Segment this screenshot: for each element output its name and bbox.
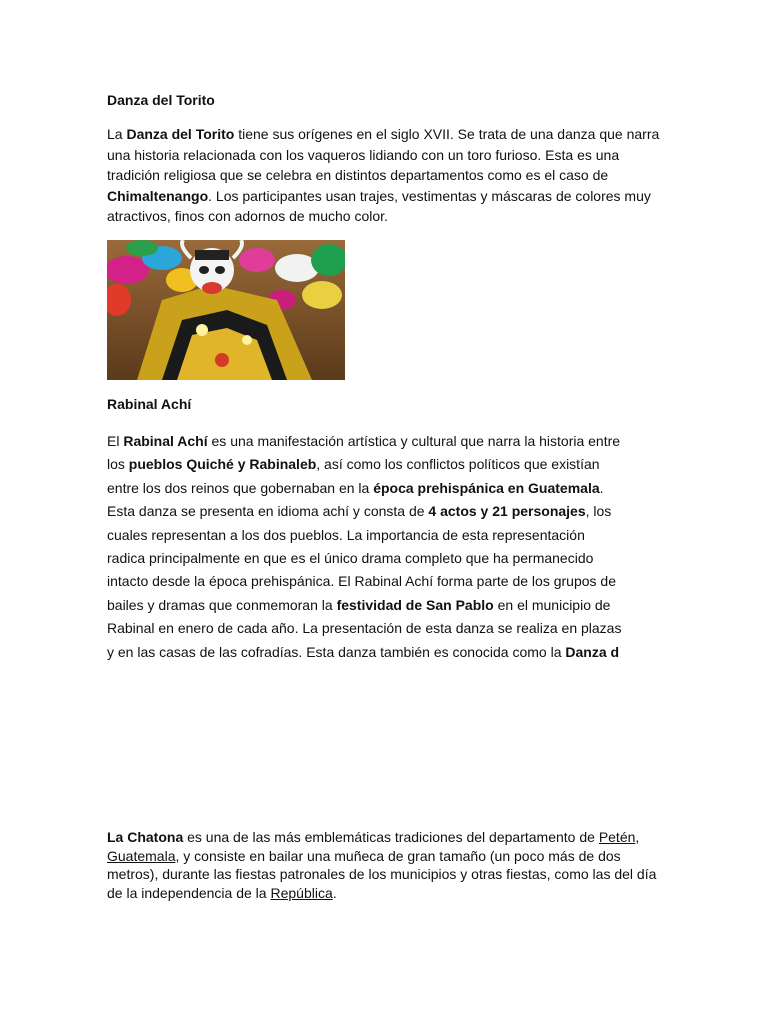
text-span: , y consiste en bailar una muñeca de gran tamaño (un poco más de dos metros), durante las fiestas patronales de los municipios y otras fiestas, como las del día de la independencia de la: [107, 847, 657, 901]
text-line: [107, 500, 667, 523]
text-span: es una manifestación artística y cultural que narra la historia entre: [207, 433, 621, 449]
text-line: [107, 430, 667, 453]
heading-danza-del-torito: Danza del Torito: [107, 92, 215, 108]
text-span: La: [107, 126, 127, 142]
link-peten[interactable]: Petén: [598, 829, 636, 845]
bold-actos: 4 actos y 21 personajes: [428, 503, 586, 520]
text-span: bailes y dramas que conmemoran la: [107, 596, 337, 613]
text-line: [107, 641, 667, 664]
text-line: [107, 477, 667, 500]
text-line: Rabinal en enero de cada año. La presentación de esta danza se realiza en plazas: [107, 620, 622, 637]
text-span: entre los dos reinos que gobernaban en la: [107, 479, 374, 496]
text-line: [107, 594, 667, 617]
bold-chimaltenango: Chimaltenango: [107, 187, 209, 204]
text-span: y en las casas de las cofradías. Esta danza también es conocida como la: [107, 643, 566, 660]
text-span: ,: [635, 829, 640, 845]
text-line: radica principalmente en que es el único drama completo que ha permanecido: [107, 550, 594, 567]
text-span: . Los participantes usan trajes, vestimentas y máscaras de colores muy atractivos, finos con adornos de mucho color.: [107, 187, 651, 224]
paragraph-torito: [107, 124, 667, 227]
text-line: intacto desde la época prehispánica. El Rabinal Achí forma parte de los grupos de: [107, 573, 616, 590]
text-span: en el municipio de: [493, 596, 611, 613]
text-span: .: [599, 479, 604, 496]
text-span: los: [107, 456, 129, 473]
bold-epoca: época prehispánica en Guatemala: [373, 479, 600, 496]
torito-dance-photo: [107, 240, 345, 380]
text-span: tiene sus orígenes en el siglo XVII. Se trata de una danza que narra una historia relacionada con los vaqueros lidiando con un toro furioso. Esta es una tradición religiosa que se celebra en distintos departamentos como es el caso de: [107, 126, 660, 183]
text-line: cuales representan a los dos pueblos. La importancia de esta representación: [107, 526, 585, 543]
link-republica[interactable]: República: [270, 884, 333, 901]
paragraph-rabinal: [107, 430, 667, 664]
bold-festividad: festividad de San Pablo: [336, 596, 494, 613]
bold-rabinal-achi: Rabinal Achí: [123, 433, 208, 449]
paragraph-chatona: [107, 828, 667, 902]
bold-danza-d: Danza d: [565, 643, 620, 660]
text-span: El: [107, 433, 124, 449]
text-line: [107, 453, 667, 476]
torito-costume-illustration: [107, 240, 345, 380]
bold-danza-del-torito: Danza del Torito: [126, 126, 235, 142]
bold-la-chatona: La Chatona: [107, 829, 184, 845]
bold-pueblos: pueblos Quiché y Rabinaleb: [128, 456, 317, 473]
text-span: , así como los conflictos políticos que existían: [316, 456, 600, 473]
text-span: es una de las más emblemáticas tradiciones del departamento de: [183, 829, 599, 845]
text-span: Esta danza se presenta en idioma achí y consta de: [107, 503, 429, 520]
heading-rabinal-achi: Rabinal Achí: [107, 396, 192, 412]
link-guatemala[interactable]: Guatemala: [107, 847, 176, 864]
text-span: , los: [585, 503, 612, 520]
text-span: .: [332, 884, 337, 901]
